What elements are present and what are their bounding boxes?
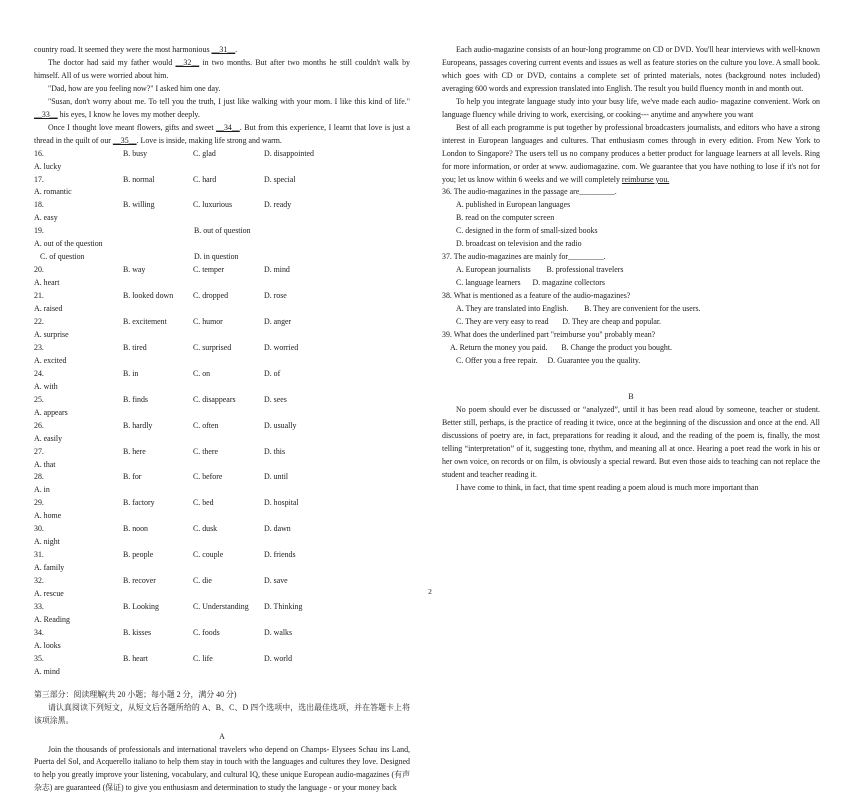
option-b: B. way <box>123 265 146 275</box>
passage-a-paragraph: Best of all each programme is put together by professional broadcasters journalists, and editors who have a strong interest in European languages and cultures. That enthusiasm comes through in every edition. From New York to London to Singapore? The users tell us no company produces a better product for language learners at all levels. Ring for more information, or order at www. audiomagazine. com. We guarantee that you have nothing to lose if it's not for you; let us know within 6 weeks and we will completely reimburse you. <box>442 122 820 184</box>
question-38: 38. What is mentioned as a feature of the audio-magazines? <box>442 291 631 301</box>
option-d: D. world <box>264 653 293 663</box>
option-row <box>34 653 410 679</box>
option-b: B. in <box>123 368 139 378</box>
option-c: C. before <box>193 472 223 482</box>
option-d: D. hospital <box>264 498 299 508</box>
q39-options: A. Return the money you paid. B. Change the product you bought. <box>450 342 673 352</box>
option-a: 22. A. surprise <box>34 317 69 339</box>
option-b: B. out of question <box>194 226 251 236</box>
option-d: D. special <box>264 174 296 184</box>
option-row <box>34 225 410 251</box>
option-c: C. couple <box>193 550 224 560</box>
option-d: D. anger <box>264 317 292 327</box>
option-c: C. humor <box>193 317 223 327</box>
option-row <box>34 290 410 316</box>
option-b: B. hardly <box>123 420 153 430</box>
option-d: D. save <box>264 576 288 586</box>
story-line-31: country road. It seemed they were the most harmonious __31__. <box>34 45 238 54</box>
option-a: 32. A. rescue <box>34 576 64 599</box>
q37-options: C. language learners D. magazine collectors <box>456 278 606 288</box>
option-b: B. factory <box>123 498 155 508</box>
option-row <box>34 446 410 472</box>
option-b: B. here <box>123 446 146 456</box>
option-row <box>34 420 410 446</box>
option-c: C. disappears <box>193 394 236 404</box>
option-a: 16. A. lucky <box>34 148 62 171</box>
story-paragraph: "Dad, how are you feeling now?" I asked him one day. <box>48 83 221 93</box>
q36-option: C. designed in the form of small-sized books <box>456 226 598 236</box>
option-b: B. normal <box>123 174 155 184</box>
option-row <box>34 394 410 420</box>
option-b: B. Looking <box>123 601 159 611</box>
option-a: 29. A. home <box>34 498 62 521</box>
q36-option: B. read on the computer screen <box>456 213 555 223</box>
option-row <box>34 601 410 627</box>
option-row <box>34 549 410 575</box>
option-c: C. surprised <box>193 342 232 352</box>
passage-b-paragraph: No poem should ever be discussed or “analyzed”, until it has been read aloud by someone, teacher or student. Better still, perhaps, is the practice of reading it twice, once at the beginning of the discussion and once at the end. All discussions of poetry are, in fact, preparations for reading it aloud, and the reading of the poem is, finally, the most telling “interpretation” of it, suggesting tone, rhythm, and meaning all at once. Hearing a poet read the work in his or her own voice, on records or on film, is obviously a special reward. But even those aids to teaching can not replace the student and teacher reading it. <box>442 404 820 479</box>
option-b: B. noon <box>123 524 148 534</box>
option-c: C. there <box>193 446 218 456</box>
option-d: D. usually <box>264 420 297 430</box>
q36-option: D. broadcast on television and the radio <box>456 239 582 249</box>
option-d: D. friends <box>264 550 296 560</box>
right-column <box>442 44 820 494</box>
question-37: 37. The audio-magazines are mainly for_________. <box>442 252 606 262</box>
option-d: D. worried <box>264 342 299 352</box>
option-b: B. willing <box>123 200 155 210</box>
option-c: C. hard <box>193 174 217 184</box>
option-b: B. heart <box>123 653 148 663</box>
option-a: 19. A. out of the question <box>34 226 103 249</box>
option-d: D. this <box>264 446 286 456</box>
option-d: D. of <box>264 368 281 378</box>
option-d: D. disappointed <box>264 148 314 158</box>
option-c: C. temper <box>193 265 225 275</box>
option-b: B. for <box>123 472 142 482</box>
passage-a-paragraph: To help you integrate language study into your busy life, we've made each audio- magazine convenient. Work on language fluency while driving to work, exercising, or cooking--- anytime and anywhere you want <box>442 96 820 119</box>
option-row <box>34 251 410 264</box>
option-d: D. until <box>264 472 289 482</box>
option-d: D. Thinking <box>264 601 303 611</box>
cloze-options-list <box>34 148 410 679</box>
option-row <box>34 342 410 368</box>
option-c: C. of question <box>40 252 85 262</box>
option-b: B. recover <box>123 576 156 586</box>
passage-a-text: Join the thousands of professionals and international travelers who depend on Champs- Elysees Schau ins Land, Puerta del Sol, and Acquerello italiano to help them stay in touch with the languages and cultures they love. Designed to help you greatly improve your listening, vocabulary, and cultural IQ, these unique European audio-magazines (有声杂志) are guaranteed (保证) to give you enthusiasm and determination to study the language - or your money back <box>34 744 410 793</box>
option-a: 26. A. easily <box>34 420 63 443</box>
option-c: C. foods <box>193 627 220 637</box>
option-d: D. mind <box>264 265 290 275</box>
option-b: B. busy <box>123 148 148 158</box>
story-paragraph: "Susan, don't worry about me. To tell you the truth, I just like walking with your mom. I like this kind of life." __33__ his eyes, I know he loves my mother deeply. <box>34 96 410 119</box>
option-d: D. ready <box>264 200 292 210</box>
section-instructions: 请认真阅读下列短文，从短文后各题所给的 A、B、C、D 四个选项中，选出最佳选项，并在答题卡上将该项涂黑。 <box>34 702 410 725</box>
page-number: 2 <box>428 587 432 596</box>
option-row <box>34 627 410 653</box>
option-row <box>34 264 410 290</box>
option-a: 21. A. raised <box>34 291 63 314</box>
option-a: 28. A. in <box>34 472 50 495</box>
option-c: C. dropped <box>193 291 229 301</box>
section-title: 第三部分：阅读理解(共 20 小题；每小题 2 分，满分 40 分) <box>34 689 237 699</box>
option-a: 27. A. that <box>34 446 56 469</box>
option-b: B. looked down <box>123 291 174 301</box>
option-a: 25. A. appears <box>34 394 68 417</box>
q37-options: A. European journalists B. professional travelers <box>456 265 624 275</box>
option-b: B. people <box>123 550 154 560</box>
q36-option: A. published in European languages <box>456 200 571 210</box>
option-a: 30. A. night <box>34 524 60 547</box>
question-36: 36. The audio-magazines in the passage are_________. <box>442 187 617 197</box>
option-row <box>34 471 410 497</box>
option-c: C. bed <box>193 498 214 508</box>
passage-a-paragraph: Each audio-magazine consists of an hour-long programme on CD or DVD. You'll hear interviews with well-known Europeans, passages covering current events and issues as well as feature stories on the culture you love. A small book. which goes with CD or DVD, contains a complete set of printed materials, notes (background notes included) averaging 600 words and expression translated into English. The result you build fluency month in and month out. <box>442 45 820 93</box>
option-c: C. life <box>193 653 213 663</box>
option-c: C. die <box>193 576 212 586</box>
option-a: 24. A. with <box>34 368 58 391</box>
question-39: 39. What does the underlined part "reimburse you" probably mean? <box>442 329 656 339</box>
option-a: 20. A. heart <box>34 265 60 288</box>
option-d: D. in question <box>194 252 239 262</box>
option-row <box>34 199 410 225</box>
option-c: C. luxurious <box>193 200 233 210</box>
option-b: B. excitement <box>123 317 167 327</box>
option-c: C. on <box>193 368 211 378</box>
option-d: D. sees <box>264 394 287 404</box>
option-c: C. Understanding <box>193 601 249 611</box>
option-d: D. walks <box>264 627 293 637</box>
option-c: C. often <box>193 420 219 430</box>
option-c: C. glad <box>193 148 216 158</box>
q39-options: C. Offer you a free repair. D. Guarantee you the quality. <box>456 355 641 365</box>
option-d: D. rose <box>264 291 287 301</box>
underlined-phrase: reimburse you. <box>621 174 670 184</box>
option-a: 33. A. Reading <box>34 601 70 624</box>
option-row <box>34 174 410 200</box>
option-b: B. finds <box>123 394 148 404</box>
option-a: 34. A. looks <box>34 627 61 650</box>
left-column <box>34 44 410 795</box>
option-a: 35. A. mind <box>34 653 60 676</box>
q38-options: A. They are translated into English. B. They are convenient for the users. <box>456 304 701 314</box>
passage-a-label: A <box>219 731 225 741</box>
option-row <box>34 148 410 174</box>
passage-b-paragraph: I have come to think, in fact, that time spent reading a poem aloud is much more important than <box>456 482 759 492</box>
option-d: D. dawn <box>264 524 291 534</box>
option-a: 31. A. family <box>34 550 65 573</box>
option-a: 23. A. excited <box>34 342 67 365</box>
q38-options: C. They are very easy to read D. They are cheap and popular. <box>456 317 662 327</box>
option-a: 18. A. easy <box>34 200 58 223</box>
option-b: B. tired <box>123 342 147 352</box>
option-c: C. dusk <box>193 524 218 534</box>
story-paragraph: Once I thought love meant flowers, gifts and sweet __34__. But from this experience, I learnt that love is just a thread in the quilt of our __35__. Love is inside, making life strong and warm. <box>34 122 411 145</box>
option-row <box>34 368 410 394</box>
option-a: 17. A. romantic <box>34 174 72 197</box>
option-row <box>34 523 410 549</box>
story-paragraph: The doctor had said my father would __32__ in two months. But after two months he still couldn't walk by himself. All of us were worried about him. <box>34 57 410 80</box>
option-b: B. kisses <box>123 627 152 637</box>
passage-b-label: B <box>628 391 634 401</box>
option-row <box>34 497 410 523</box>
option-row <box>34 316 410 342</box>
